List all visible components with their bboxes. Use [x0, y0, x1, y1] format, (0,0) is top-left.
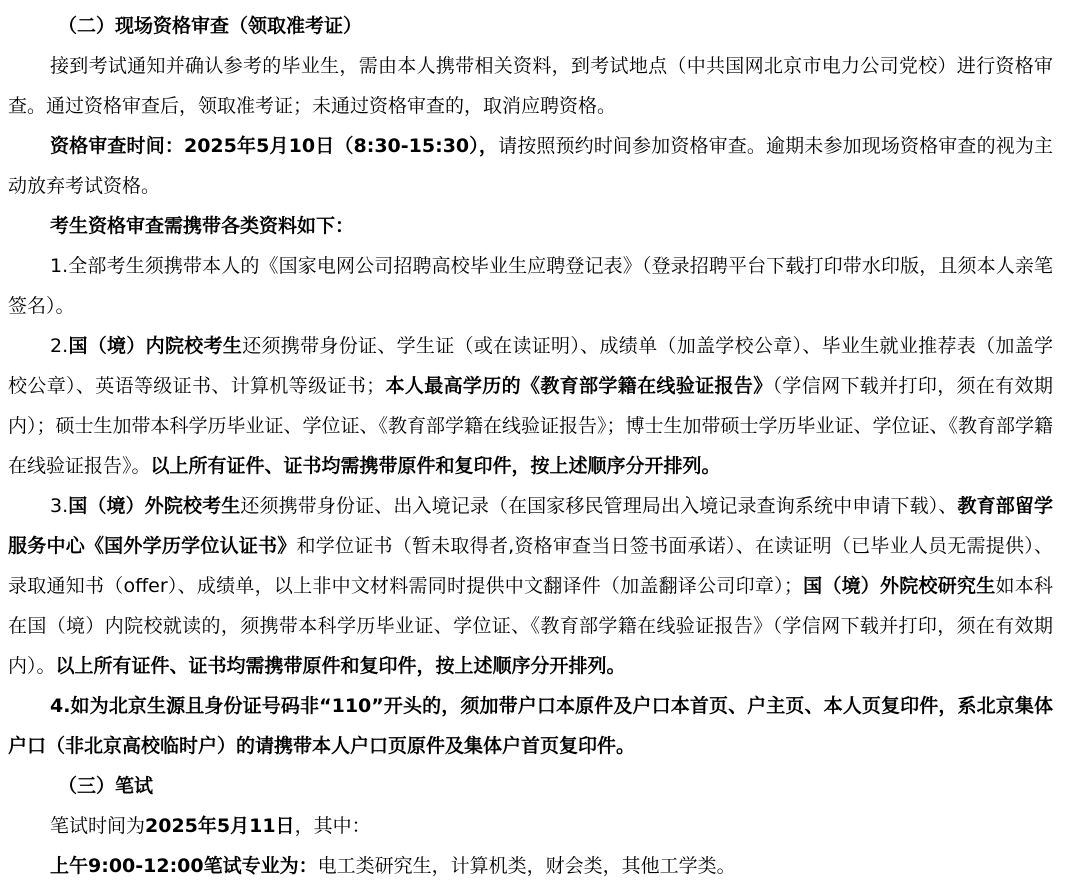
morning-exam-paragraph	[8, 846, 1053, 886]
materials-item-3	[8, 486, 1053, 686]
morning-exam-subjects: 电工类研究生，计算机类，财会类，其他工学类。	[317, 855, 736, 877]
item-3-text-3: 如本科在国（境）内院校就读的，须携带本科学历毕业证、学位证、《教育部学籍在线验证报告》（学信网下载并打印，须在有效期内）。	[8, 575, 1053, 677]
item-2-domestic-label: 国（境）内院校考生	[68, 335, 243, 357]
review-time-paragraph	[8, 126, 1053, 206]
item-2-verification-report: 本人最高学历的《教育部学籍在线验证报告》	[385, 375, 773, 397]
section-2-heading: （二）现场资格审查（领取准考证）	[58, 15, 363, 37]
exam-date: 2025年5月11日	[145, 815, 295, 837]
item-3-text-2: 和学位证书（暂未取得者,资格审查当日签书面承诺）、在读证明（已毕业人员无需提供）、录取通知书（offer）、成绩单，以上非中文材料需同时提供中文翻译件（加盖翻译公司印章）；	[8, 535, 1053, 597]
section-2-intro-paragraph: 接到考试通知并确认参考的毕业生，需由本人携带相关资料，到考试地点（中共国网北京市电力公司党校）进行资格审查。通过资格审查后，领取准考证；未通过资格审查的，取消应聘资格。	[8, 55, 1053, 117]
item-3-certificate-label: 教育部留学服务中心《国外学历学位认证书》	[8, 495, 1053, 557]
exam-time-prefix: 笔试时间为	[50, 815, 146, 837]
materials-item-4: 4.如为北京生源且身份证号码非“110”开头的，须加带户口本原件及户口本首页、户主页、本人页复印件，系北京集体户口（非北京高校临时户）的请携带本人户口页原件及集体户首页复印件。	[8, 695, 1053, 757]
item-3-text-1: 还须携带身份证、出入境记录（在国家移民管理局出入境记录查询系统中申请下载）、	[240, 495, 958, 517]
materials-item-2	[8, 326, 1053, 486]
item-3-overseas-label: 国（境）外院校考生	[68, 495, 241, 517]
exam-time-suffix: ，其中：	[294, 815, 371, 837]
item-2-number: 2.	[50, 335, 69, 357]
item-2-originals-note: 以上所有证件、证书均需携带原件和复印件，按上述顺序分开排列。	[150, 455, 721, 477]
exam-time-paragraph	[8, 806, 1053, 846]
materials-item-1: 1.全部考生须携带本人的《国家电网公司招聘高校毕业生应聘登记表》（登录招聘平台下载打印带水印版，且须本人亲笔签名）。	[8, 255, 1053, 317]
materials-heading: 考生资格审查需携带各类资料如下：	[50, 215, 355, 237]
review-time-text: 请按照预约时间参加资格审查。逾期未参加现场资格审查的视为主动放弃考试资格。	[8, 135, 1053, 197]
item-3-number: 3.	[50, 495, 69, 517]
section-3-heading: （三）笔试	[58, 775, 154, 797]
review-time-bold: 资格审查时间：2025年5月10日（8:30-15:30），	[50, 135, 499, 157]
item-3-originals-note: 以上所有证件、证书均需携带原件和复印件，按上述顺序分开排列。	[55, 655, 626, 677]
morning-exam-label: 上午9:00-12:00笔试专业为：	[50, 855, 318, 877]
item-2-text-2: （学信网下载并打印，须在有效期内）；硕士生加带本科学历毕业证、学位证、《教育部学籍在线验证报告》；博士生加带硕士学历毕业证、学位证、《教育部学籍在线验证报告》。	[8, 375, 1054, 477]
item-2-text-1: 还须携带身份证、学生证（或在读证明）、成绩单（加盖学校公章）、毕业生就业推荐表（加盖学校公章）、英语等级证书、计算机等级证书；	[8, 335, 1053, 397]
item-3-overseas-graduate-label: 国（境）外院校研究生	[802, 575, 996, 597]
